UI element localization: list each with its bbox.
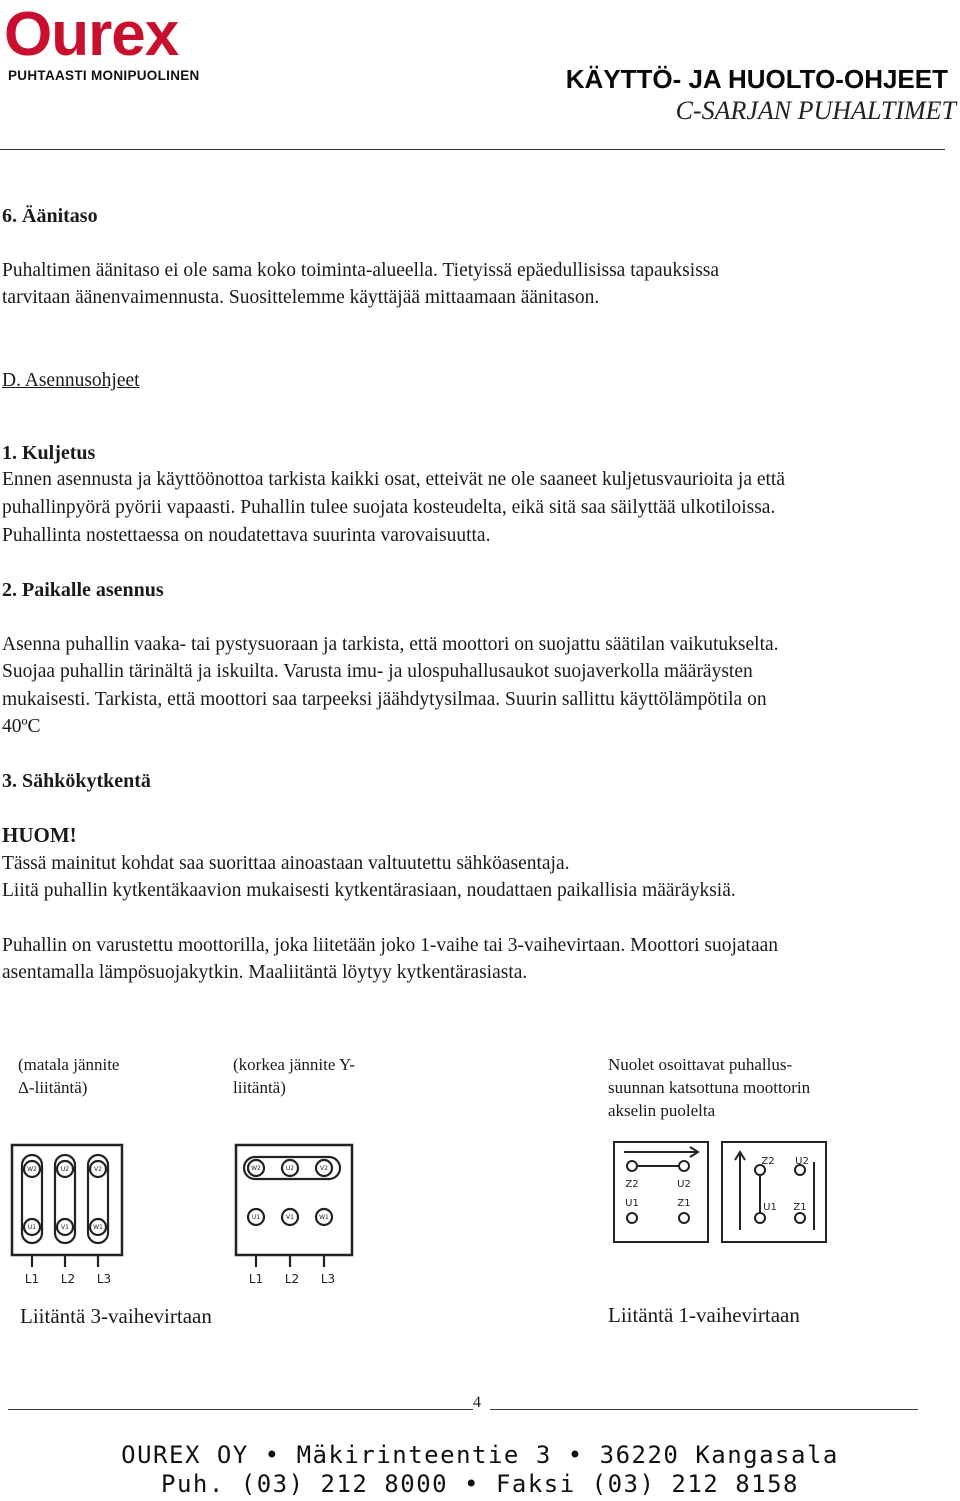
logo-tagline: PUHTAASTI MONIPUOLINEN <box>8 68 200 83</box>
paragraph-line: tarvitaan äänenvaimennusta. Suosittelemme käyttäjää mittaamaan äänitason. <box>2 287 600 308</box>
line-label: L2 <box>60 1272 76 1286</box>
terminal-label: W2 <box>27 1166 37 1173</box>
terminal-label: V2 <box>320 1165 328 1172</box>
caption-rotation <box>608 1053 810 1122</box>
paragraph-line: Asenna puhallin vaaka- tai pystysuoraan ja tarkista, että moottori on suojattu säätilan vaikutukselta. <box>2 634 779 655</box>
paragraph-line: puhallinpyörä pyörii vapaasti. Puhallin tulee suojata kosteudelta, eikä sitä saa säilyttää ulkotiloissa. <box>2 497 776 518</box>
terminal-label: U2 <box>285 1165 295 1172</box>
section-heading-installation: D. Asennusohjeet <box>2 370 140 391</box>
terminal-label: U1 <box>251 1214 261 1221</box>
caption-line: (korkea jännite Y- <box>233 1055 356 1074</box>
page-number: 4 <box>473 1394 481 1411</box>
paragraph-line: Liitä puhallin kytkentäkaavion mukaisesti kytkentärasiaan, noudattaen paikallisia määräyksiä. <box>2 880 736 901</box>
paragraph-line: Puhallin on varustettu moottorilla, joka liitetään joko 1-vaihe tai 3-vaihevirtaan. Moottori suojataan <box>2 935 779 956</box>
warning-label: HUOM! <box>2 823 77 847</box>
paragraph-line: Puhallinta nostettaessa on noudatettava suurinta varovaisuutta. <box>2 525 491 546</box>
section-heading-transport: 1. Kuljetus <box>2 442 96 464</box>
footer-divider <box>490 1409 918 1410</box>
terminal-label: U2 <box>795 1156 809 1167</box>
document-subtitle: C-SARJAN PUHALTIMET <box>675 96 956 125</box>
terminal-label: Z1 <box>677 1198 691 1209</box>
caption-line: (matala jännite <box>18 1055 120 1074</box>
line-label: L3 <box>320 1272 336 1286</box>
section-heading-electrical: 3. Sähkökytkentä <box>2 770 151 792</box>
terminal-label: W2 <box>251 1165 261 1172</box>
paragraph-line: Suojaa puhallin tärinältä ja iskuilta. Varusta imu- ja ulospuhallusaukot suojaverkolla määräysten <box>2 661 753 682</box>
section-heading-mounting: 2. Paikalle asennus <box>2 579 164 601</box>
footer-contact: Puh. (03) 212 8000 • Faksi (03) 212 8158 <box>161 1470 799 1498</box>
terminal-label: U1 <box>625 1198 639 1209</box>
terminal-label: V2 <box>94 1166 102 1173</box>
terminal-label: Z1 <box>793 1202 807 1213</box>
caption-line: liitäntä) <box>233 1078 286 1097</box>
caption-line: suunnan katsottuna moottorin <box>608 1078 811 1097</box>
line-label: L3 <box>96 1272 112 1286</box>
footer-divider <box>8 1409 473 1410</box>
terminal-label: Z2 <box>761 1156 775 1167</box>
terminal-label: V1 <box>61 1224 69 1231</box>
caption-line: akselin puolelta <box>608 1101 716 1120</box>
delta-wiring-diagram <box>10 1143 125 1288</box>
paragraph-line: Ennen asennusta ja käyttöönottoa tarkista kaikki osat, etteivät ne ole saaneet kuljetusvaurioita ja että <box>2 469 785 490</box>
terminal-label: W1 <box>319 1214 329 1221</box>
terminal-label: V1 <box>286 1214 294 1221</box>
terminal-label: U2 <box>60 1166 70 1173</box>
paragraph-line: Tässä mainitut kohdat saa suorittaa ainoastaan valtuutettu sähköasentaja. <box>2 853 570 874</box>
line-label: L1 <box>24 1272 40 1286</box>
paragraph-line: Puhaltimen äänitaso ei ole sama koko toiminta-alueella. Tietyissä epäedullisissa tapauksissa <box>2 260 720 281</box>
line-label: L1 <box>248 1272 264 1286</box>
label-three-phase: Liitäntä 3-vaihevirtaan <box>20 1304 212 1328</box>
caption-line: Δ-liitäntä) <box>18 1078 88 1097</box>
paragraph-line: 40ºC <box>2 716 41 737</box>
header-divider <box>0 149 945 150</box>
caption-delta <box>18 1053 119 1099</box>
terminal-label: W1 <box>93 1224 103 1231</box>
terminal-label: Z2 <box>625 1179 639 1190</box>
document-title: KÄYTTÖ- JA HUOLTO-OHJEET <box>565 64 948 94</box>
terminal-label: U1 <box>763 1202 777 1213</box>
label-single-phase: Liitäntä 1-vaihevirtaan <box>608 1303 800 1327</box>
caption-star <box>233 1053 355 1099</box>
star-wiring-diagram <box>234 1143 354 1288</box>
single-phase-diagram-cw <box>612 1140 710 1245</box>
terminal-label: U1 <box>27 1224 37 1231</box>
company-logo: Ourex <box>4 0 179 69</box>
line-label: L2 <box>284 1272 300 1286</box>
paragraph-line: mukaisesti. Tarkista, että moottori saa tarpeeksi jäähdytysilmaa. Suurin sallittu käyttölämpötila on <box>2 689 767 710</box>
terminal-label: U2 <box>677 1179 691 1190</box>
section-heading-noise: 6. Äänitaso <box>2 205 98 227</box>
single-phase-diagram-ccw <box>720 1140 828 1245</box>
footer-address: OUREX OY • Mäkirinteentie 3 • 36220 Kangasala <box>121 1441 839 1469</box>
caption-line: Nuolet osoittavat puhallus- <box>608 1055 793 1074</box>
paragraph-line: asentamalla lämpösuojakytkin. Maaliitäntä löytyy kytkentärasiasta. <box>2 962 528 983</box>
